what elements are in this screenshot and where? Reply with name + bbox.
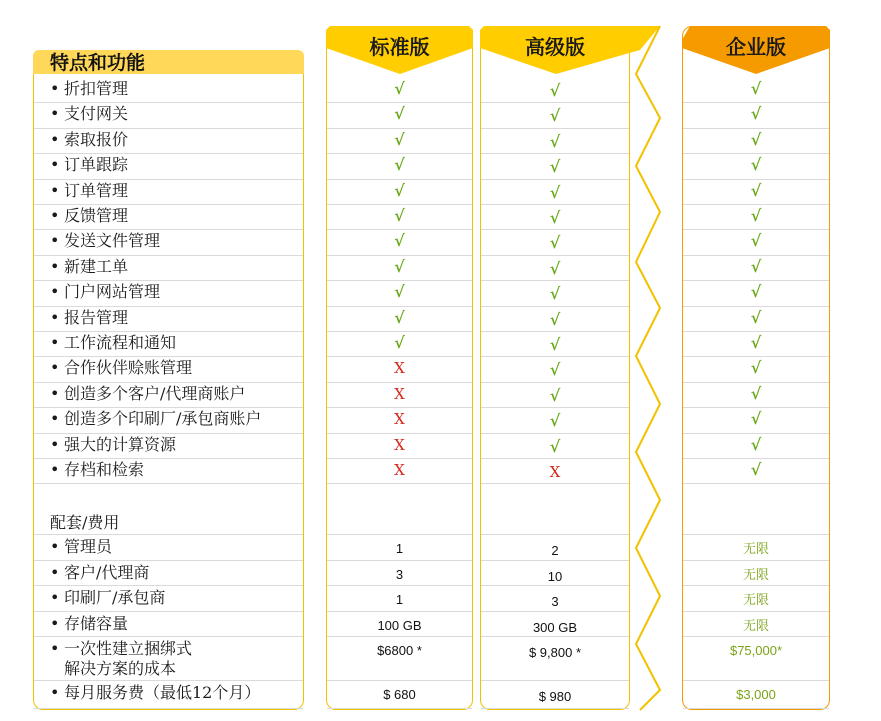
- plan-row-divider: [327, 585, 472, 586]
- plan-row-divider: [683, 611, 829, 612]
- plan-row-divider: [683, 636, 829, 637]
- check-mark-icon: √: [549, 309, 561, 329]
- plan-row-divider: [481, 585, 629, 586]
- package-value: 无限: [742, 618, 769, 633]
- plan-row-divider: [481, 179, 629, 180]
- plan-row-divider: [481, 458, 629, 459]
- plan-row-divider: [683, 680, 829, 681]
- plan-row-divider: [683, 585, 829, 586]
- cross-mark-icon: X: [549, 463, 561, 481]
- plan-row-divider: [683, 356, 829, 357]
- bullet: •: [50, 358, 60, 378]
- bullet: •: [50, 460, 60, 479]
- check-mark-icon: √: [549, 436, 561, 456]
- feature-row-divider: [34, 102, 303, 103]
- plan-row-divider: [327, 102, 472, 103]
- plan-row-divider: [481, 433, 629, 434]
- feature-name: 支付网关: [64, 104, 129, 124]
- package-name: 管理员: [64, 537, 113, 556]
- plan-row-divider: [327, 179, 472, 180]
- check-mark-icon: √: [394, 104, 405, 124]
- plan-row-divider: [327, 458, 472, 459]
- bullet: •: [50, 282, 60, 302]
- bullet: •: [50, 256, 60, 276]
- cross-mark-icon: X: [394, 461, 405, 479]
- package-name: 印刷厂/承包商: [64, 588, 166, 607]
- check-mark-icon: √: [549, 385, 561, 405]
- check-mark-icon: √: [750, 79, 762, 98]
- check-mark-icon: √: [549, 131, 561, 151]
- cross-mark-icon: X: [394, 359, 405, 378]
- plan-row-divider: [481, 255, 629, 256]
- feature-name: 反馈管理: [64, 206, 129, 225]
- plan-row-divider: [683, 331, 829, 332]
- check-mark-icon: √: [750, 460, 762, 479]
- plan-row-divider: [481, 153, 629, 154]
- plan-row-divider: [481, 407, 629, 408]
- feature-row-divider: [34, 382, 303, 383]
- bullet: •: [50, 409, 60, 429]
- plan-row-divider: [683, 407, 829, 408]
- feature-row-label: [50, 358, 192, 378]
- standard-plan-title: 标准版: [369, 35, 430, 59]
- check-mark-icon: √: [750, 155, 762, 175]
- bullet: •: [50, 206, 60, 225]
- check-mark-icon: √: [549, 360, 561, 380]
- check-mark-icon: √: [394, 79, 405, 98]
- plan-row-divider: [481, 560, 629, 561]
- package-value: 3: [551, 594, 559, 609]
- check-mark-icon: √: [750, 358, 762, 378]
- bullet: •: [50, 104, 60, 124]
- feature-row-divider: [34, 560, 303, 561]
- feature-row-divider: [34, 433, 303, 434]
- feature-row-divider: [34, 229, 303, 230]
- feature-row-label: [50, 79, 128, 99]
- feature-row-label: [50, 409, 261, 429]
- package-name: 每月服务费（最低12个月）: [64, 683, 261, 702]
- package-value: $ 9,800 *: [528, 645, 582, 660]
- plan-row-divider: [481, 708, 629, 709]
- check-mark-icon: √: [549, 284, 561, 304]
- plan-row-divider: [683, 534, 829, 535]
- package-value: 无限: [742, 541, 769, 556]
- plan-row-divider: [327, 356, 472, 357]
- plan-row-divider: [327, 204, 472, 205]
- bullet: •: [50, 129, 60, 149]
- bullet: •: [50, 383, 60, 403]
- feature-row-divider: [34, 680, 303, 681]
- plan-row-divider: [481, 102, 629, 103]
- plan-row-divider: [683, 153, 829, 154]
- feature-name: 报告管理: [64, 307, 129, 327]
- feature-row-divider: [34, 153, 303, 154]
- feature-name: 订单跟踪: [64, 155, 129, 175]
- package-value: 100 GB: [377, 618, 422, 633]
- check-mark-icon: √: [549, 81, 561, 100]
- plan-row-divider: [481, 382, 629, 383]
- plan-row-divider: [683, 128, 829, 129]
- bullet: •: [50, 333, 60, 352]
- feature-row-label: [50, 333, 176, 353]
- package-value: $3,000: [736, 687, 776, 702]
- feature-row-label: [50, 460, 144, 480]
- feature-row-divider: [34, 306, 303, 307]
- plan-row-divider: [327, 128, 472, 129]
- check-mark-icon: √: [750, 434, 762, 454]
- plan-row-divider: [683, 560, 829, 561]
- feature-row-divider: [34, 636, 303, 637]
- feature-row-divider: [34, 458, 303, 459]
- check-mark-icon: √: [549, 106, 561, 126]
- feature-row-divider: [34, 255, 303, 256]
- feature-row-label: [50, 104, 128, 124]
- feature-row-divider: [34, 280, 303, 281]
- package-value: 无限: [742, 592, 769, 607]
- check-mark-icon: √: [394, 282, 405, 302]
- bullet: •: [50, 155, 60, 175]
- package-value: 1: [395, 592, 404, 607]
- plan-row-divider: [683, 229, 829, 230]
- bullet: •: [50, 231, 60, 251]
- feature-name: 新建工单: [64, 256, 129, 276]
- feature-row-divider: [34, 128, 303, 129]
- package-row-label: [50, 588, 165, 608]
- plan-row-divider: [327, 306, 472, 307]
- plan-row-divider: [481, 534, 629, 535]
- advanced-plan-title: 高级版: [525, 35, 585, 59]
- bullet: •: [50, 434, 60, 454]
- enterprise-plan-title: 企业版: [726, 35, 786, 59]
- plan-row-divider: [683, 708, 829, 709]
- check-mark-icon: √: [394, 307, 405, 327]
- cross-mark-icon: X: [394, 384, 405, 403]
- check-mark-icon: √: [750, 333, 762, 352]
- plan-row-divider: [481, 128, 629, 129]
- check-mark-icon: √: [750, 104, 762, 124]
- check-mark-icon: √: [394, 256, 405, 276]
- check-mark-icon: √: [750, 256, 762, 276]
- plan-row-divider: [683, 382, 829, 383]
- feature-row-divider: [34, 179, 303, 180]
- check-mark-icon: √: [549, 208, 561, 227]
- plan-row-divider: [327, 636, 472, 637]
- plan-row-divider: [327, 229, 472, 230]
- plan-row-divider: [327, 255, 472, 256]
- plan-row-divider: [327, 433, 472, 434]
- feature-row-divider: [34, 611, 303, 612]
- check-mark-icon: √: [750, 282, 762, 302]
- plan-row-divider: [481, 483, 629, 484]
- feature-name: 索取报价: [64, 129, 129, 149]
- bullet: •: [50, 79, 60, 98]
- plan-row-divider: [327, 280, 472, 281]
- package-value: 无限: [742, 567, 769, 582]
- plan-row-divider: [327, 560, 472, 561]
- feature-row-divider: [34, 708, 303, 709]
- feature-name: 门户网站管理: [64, 282, 161, 302]
- package-value: $ 980: [538, 689, 572, 704]
- feature-name: 创造多个客户/代理商账户: [64, 383, 246, 403]
- feature-row-label: [50, 257, 128, 277]
- bullet: •: [50, 563, 60, 582]
- plan-row-divider: [327, 483, 472, 484]
- cross-mark-icon: X: [394, 410, 405, 429]
- plan-row-divider: [481, 611, 629, 612]
- package-section-title: 配套/费用: [50, 513, 120, 532]
- plan-row-divider: [481, 229, 629, 230]
- check-mark-icon: √: [750, 383, 762, 403]
- feature-row-divider: [34, 331, 303, 332]
- check-mark-icon: √: [549, 258, 561, 278]
- check-mark-icon: √: [750, 307, 762, 327]
- package-value: $ 680: [383, 687, 416, 702]
- package-row-label-line2: 解决方案的成本: [64, 659, 177, 678]
- feature-row-divider: [34, 204, 303, 205]
- check-mark-icon: √: [750, 129, 762, 149]
- feature-row-divider: [34, 356, 303, 357]
- check-mark-icon: √: [549, 411, 561, 431]
- check-mark-icon: √: [750, 231, 762, 251]
- plan-row-divider: [327, 153, 472, 154]
- plan-row-divider: [481, 331, 629, 332]
- plan-row-divider: [683, 483, 829, 484]
- package-value: 10: [547, 569, 563, 584]
- feature-row-label: [50, 282, 160, 302]
- plan-row-divider: [683, 433, 829, 434]
- feature-row-divider: [34, 483, 303, 484]
- cross-mark-icon: X: [394, 435, 405, 454]
- feature-row-divider: [34, 407, 303, 408]
- package-row-label: [50, 614, 128, 634]
- feature-row-label: [50, 435, 176, 455]
- plan-row-divider: [327, 331, 472, 332]
- feature-name: 存档和检索: [64, 460, 145, 479]
- feature-row-divider: [34, 534, 303, 535]
- check-mark-icon: √: [394, 206, 405, 225]
- check-mark-icon: √: [549, 157, 561, 177]
- feature-name: 创造多个印刷厂/承包商账户: [64, 409, 262, 429]
- feature-row-label: [50, 384, 245, 404]
- plan-row-divider: [481, 306, 629, 307]
- package-value: 2: [551, 543, 559, 558]
- plan-row-divider: [327, 534, 472, 535]
- check-mark-icon: √: [549, 233, 561, 253]
- package-name: 一次性建立捆绑式: [64, 639, 193, 658]
- plan-row-divider: [481, 356, 629, 357]
- check-mark-icon: √: [394, 129, 405, 149]
- package-value: 1: [395, 541, 404, 556]
- plan-row-divider: [683, 255, 829, 256]
- plan-row-divider: [683, 280, 829, 281]
- check-mark-icon: √: [394, 333, 405, 352]
- package-value: $6800 *: [377, 643, 422, 658]
- plan-row-divider: [481, 636, 629, 637]
- feature-name: 工作流程和通知: [64, 333, 177, 352]
- feature-row-label: [50, 308, 128, 328]
- feature-name: 强大的计算资源: [64, 434, 177, 454]
- feature-name: 折扣管理: [64, 79, 129, 98]
- plan-row-divider: [481, 204, 629, 205]
- bullet: •: [50, 683, 60, 702]
- plan-row-divider: [683, 458, 829, 459]
- plan-row-divider: [481, 280, 629, 281]
- check-mark-icon: √: [549, 182, 561, 202]
- bullet: •: [50, 307, 60, 327]
- plan-row-divider: [481, 680, 629, 681]
- plan-row-divider: [683, 179, 829, 180]
- bullet: •: [50, 639, 60, 658]
- feature-row-label: [50, 181, 128, 201]
- check-mark-icon: √: [394, 155, 405, 175]
- check-mark-icon: √: [750, 180, 762, 200]
- package-value: $75,000*: [729, 643, 783, 658]
- plan-row-divider: [327, 407, 472, 408]
- feature-name: 合作伙伴赊账管理: [64, 358, 193, 378]
- package-row-label: [50, 537, 112, 557]
- plan-row-divider: [327, 382, 472, 383]
- package-row-label: [50, 639, 192, 659]
- plan-row-divider: [683, 306, 829, 307]
- feature-section-title: 特点和功能: [33, 50, 304, 74]
- feature-row-label: [50, 155, 128, 175]
- plan-row-divider: [683, 102, 829, 103]
- check-mark-icon: √: [394, 231, 405, 251]
- package-value: 300 GB: [532, 620, 578, 635]
- zigzag-divider: [636, 26, 660, 710]
- plan-row-divider: [327, 708, 472, 709]
- feature-row-divider: [34, 585, 303, 586]
- package-name: 存储容量: [64, 614, 129, 633]
- feature-row-label: [50, 130, 128, 150]
- plan-row-divider: [327, 680, 472, 681]
- package-row-label: [50, 683, 260, 703]
- feature-row-label: [50, 206, 128, 226]
- check-mark-icon: √: [750, 409, 762, 429]
- check-mark-icon: √: [549, 335, 561, 354]
- package-value: 3: [395, 567, 404, 582]
- package-row-label: [50, 563, 149, 583]
- check-mark-icon: √: [394, 180, 405, 200]
- bullet: •: [50, 537, 60, 556]
- bullet: •: [50, 588, 60, 607]
- feature-name: 发送文件管理: [64, 231, 161, 251]
- package-name: 客户/代理商: [64, 563, 150, 582]
- bullet: •: [50, 180, 60, 200]
- check-mark-icon: √: [750, 206, 762, 225]
- feature-name: 订单管理: [64, 180, 129, 200]
- feature-row-label: [50, 231, 160, 251]
- plan-row-divider: [327, 611, 472, 612]
- plan-row-divider: [683, 204, 829, 205]
- bullet: •: [50, 614, 60, 633]
